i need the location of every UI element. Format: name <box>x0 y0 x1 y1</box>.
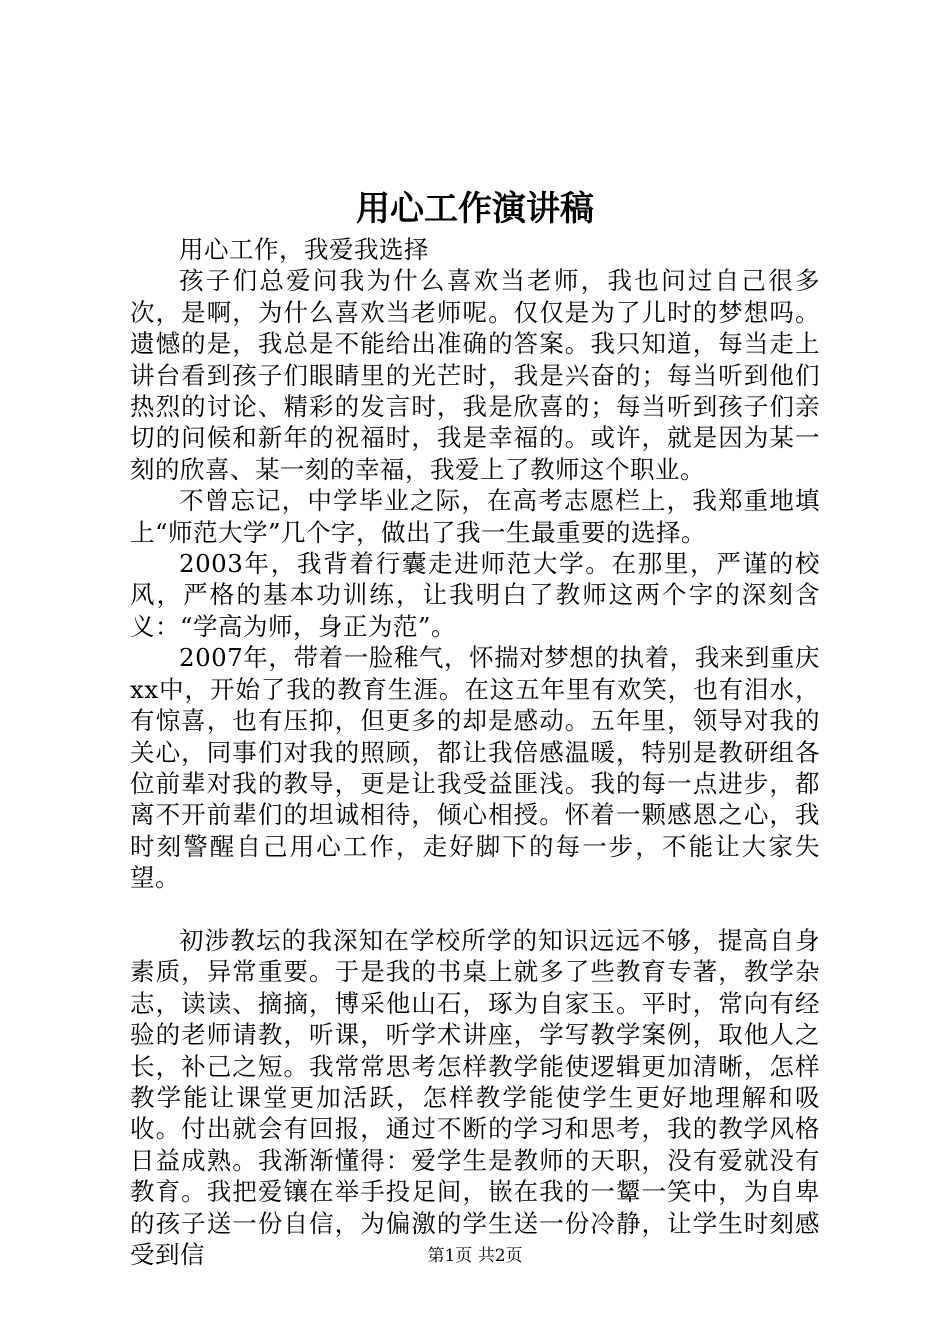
document-body <box>130 234 820 1270</box>
paragraph: 不曾忘记，中学毕业之际，在高考志愿栏上，我郑重地填上“师范大学”几个字，做出了我一生最重要的选择。 <box>130 486 820 547</box>
paragraph-subtitle: 用心工作，我爱我选择 <box>179 235 429 264</box>
paragraph: 2003年，我背着行囊走进师范大学。在那里，严谨的校风，严格的基本功训练，让我明白了教师这两个字的深刻含义：“学高为师，身正为范”。 <box>130 549 820 641</box>
page-title: 用心工作演讲稿 <box>356 189 594 229</box>
paragraph: 2007年，带着一脸稚气，怀揣对梦想的执着，我来到重庆xx中，开始了我的教育生涯。在这五年里有欢笑，也有泪水，有惊喜，也有压抑，但更多的却是感动。五年里，领导对我的关心，同事们对我的照顾，都让我倍感温暖，特别是教研组各位前辈对我的教导，更是让我受益匪浅。我的每一点进步，都离不开前辈们的坦诚相待，倾心相授。怀着一颗感恩之心，我时刻警醒自己用心工作，走好脚下的每一步，不能让大家失望。 <box>130 643 820 893</box>
paragraph: 孩子们总爱问我为什么喜欢当老师，我也问过自己很多次，是啊，为什么喜欢当老师呢。仅仅是为了儿时的梦想吗。遗憾的是，我总是不能给出准确的答案。我只知道，每当走上讲台看到孩子们眼睛里的光芒时，我是兴奋的；每当听到他们热烈的讨论、精彩的发言时，我是欣喜的；每当听到孩子们亲切的问候和新年的祝福时，我是幸福的。或许，就是因为某一刻的欣喜、某一刻的幸福，我爱上了教师这个职业。 <box>130 266 820 484</box>
page-number-footer: 第1页 共2页 <box>427 1246 523 1266</box>
paragraph: 初涉教坛的我深知在学校所学的知识远远不够，提高自身素质，异常重要。于是我的书桌上就多了些教育专著，教学杂志，读读、摘摘，博采他山石，琢为自家玉。平时，常向有经验的老师请教，听课，听学术讲座，学写教学案例，取他人之长，补己之短。我常常思考怎样教学能使逻辑更加清晰，怎样教学能让课堂更加活跃，怎样教学能使学生更好地理解和吸收。付出就会有回报，通过不断的学习和思考，我的教学风格日益成熟。我渐渐懂得：爱学生是教师的天职，没有爱就没有教育。我把爱镶在举手投足间，嵌在我的一颦一笑中，为自卑的孩子送一份自信，为偏激的学生送一份冷静，让学生时刻感受到信 <box>130 925 820 1269</box>
